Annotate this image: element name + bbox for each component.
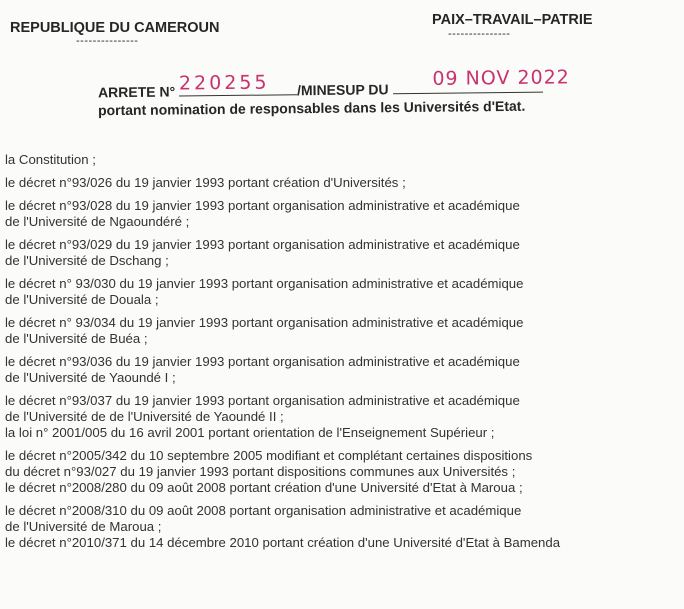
decree-label: ARRETE N° xyxy=(97,83,176,101)
reference-line: la Constitution ; xyxy=(5,152,96,167)
reference-line: le décret n°2005/342 du 10 septembre 2005 modifiant et complétant certaines dispositions xyxy=(5,448,533,463)
legal-reference xyxy=(0,503,684,551)
reference-line: de l'Université de Douala ; xyxy=(5,292,159,307)
legal-reference xyxy=(0,354,684,386)
legal-reference xyxy=(0,237,684,269)
decree-number: 220255 xyxy=(178,71,270,95)
reference-line: de l'Université de Ngaoundéré ; xyxy=(5,214,190,229)
legal-reference xyxy=(0,198,684,230)
reference-line: le décret n°93/029 du 19 janvier 1993 portant organisation administrative et académique xyxy=(5,237,520,252)
reference-line: de l'Université de de l'Université de Yaoundé II ; xyxy=(5,409,284,424)
decree-number-field xyxy=(178,71,297,96)
legal-reference xyxy=(0,393,684,441)
header-divider-left: --------------- xyxy=(76,35,139,47)
decree-date-field xyxy=(392,66,570,95)
reference-line: le décret n°2008/310 du 09 août 2008 portant organisation administrative et académique xyxy=(5,503,522,518)
reference-line: de l'Université de Maroua ; xyxy=(5,519,162,534)
country-header xyxy=(10,20,220,47)
reference-line: le décret n° 93/030 du 19 janvier 1993 portant organisation administrative et académique xyxy=(5,276,524,291)
decree-date: 09 NOV 2022 xyxy=(432,66,570,90)
header-divider-right: --------------- xyxy=(448,28,511,40)
national-motto: PAIX–TRAVAIL–PATRIE xyxy=(432,12,593,28)
country-name: REPUBLIQUE DU CAMEROUN xyxy=(10,20,220,36)
motto-header xyxy=(432,12,593,40)
legal-reference xyxy=(0,152,684,168)
legal-reference xyxy=(0,276,684,308)
reference-line: le décret n°93/026 du 19 janvier 1993 portant création d'Universités ; xyxy=(5,175,406,190)
reference-line: du décret n°93/027 du 19 janvier 1993 portant dispositions communes aux Universités ; xyxy=(5,464,516,479)
decree-title-line xyxy=(97,66,570,101)
legal-reference xyxy=(0,175,684,191)
legal-reference xyxy=(0,315,684,347)
decree-ministry-label: /MINESUP DU xyxy=(296,81,389,99)
legal-reference xyxy=(0,448,684,496)
legal-references xyxy=(0,152,684,551)
decree-subtitle: portant nomination de responsables dans les Universités d'Etat. xyxy=(97,97,526,119)
reference-line: la loi n° 2001/005 du 16 avril 2001 portant orientation de l'Enseignement Supérieur ; xyxy=(5,425,495,440)
reference-line: le décret n° 93/034 du 19 janvier 1993 portant organisation administrative et académique xyxy=(5,315,524,330)
reference-line: le décret n°2008/280 du 09 août 2008 portant création d'une Université d'Etat à Maroua ; xyxy=(5,480,523,495)
reference-line: de l'Université de Dschang ; xyxy=(5,253,169,268)
reference-line: le décret n°2010/371 du 14 décembre 2010 portant création d'une Université d'Etat à Bamenda xyxy=(5,535,561,550)
reference-line: de l'Université de Buéa ; xyxy=(5,331,148,346)
reference-line: le décret n°93/037 du 19 janvier 1993 portant organisation administrative et académique xyxy=(5,393,520,408)
reference-line: de l'Université de Yaoundé I ; xyxy=(5,370,176,385)
reference-line: le décret n°93/028 du 19 janvier 1993 portant organisation administrative et académique xyxy=(5,198,520,213)
reference-line: le décret n°93/036 du 19 janvier 1993 portant organisation administrative et académique xyxy=(5,354,520,369)
